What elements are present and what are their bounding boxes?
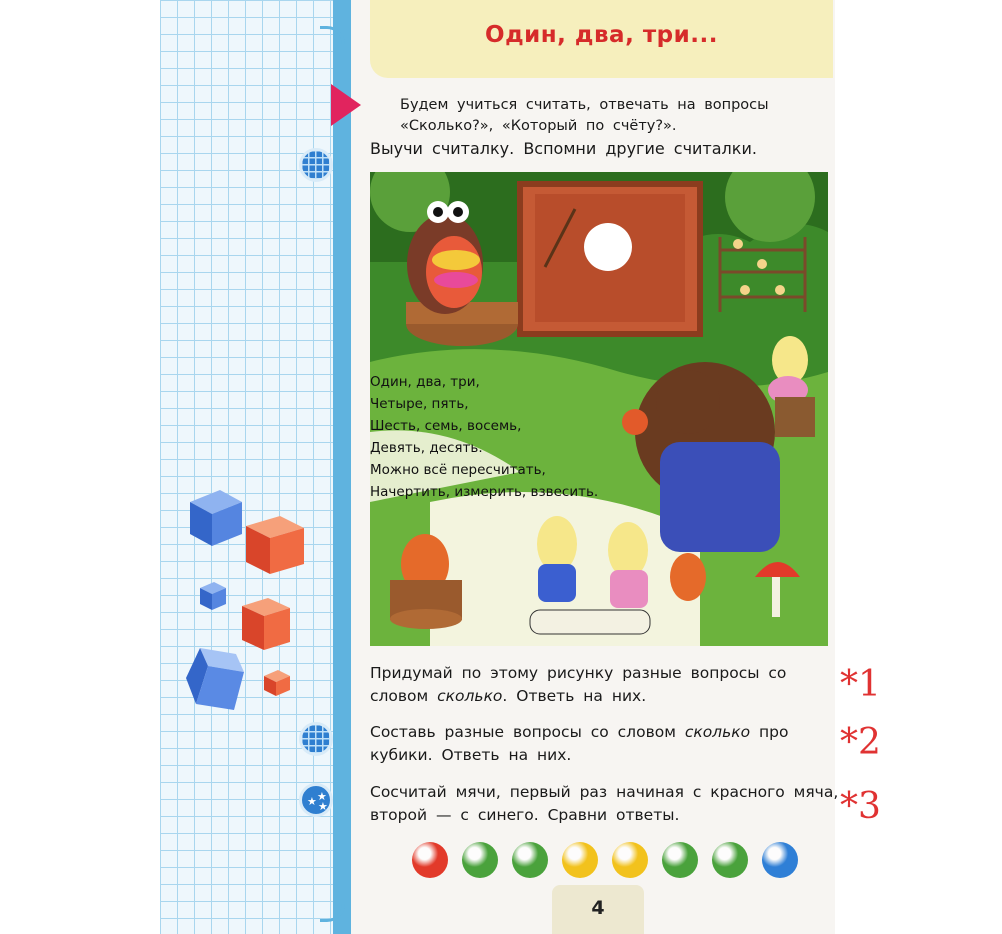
cube-blue-large	[190, 490, 242, 546]
task-2	[370, 721, 840, 767]
ball	[512, 842, 548, 878]
task-text: Придумай по этому рисунку разные вопросы со словом	[370, 664, 787, 705]
cube-red-medium	[242, 598, 290, 650]
cube-red-small	[264, 670, 290, 696]
ball	[462, 842, 498, 878]
task-3	[370, 781, 840, 827]
grid-badge-icon	[299, 722, 333, 756]
task-keyword: сколько	[437, 687, 503, 705]
cubes-illustration	[180, 480, 320, 720]
task-marker: *2	[840, 722, 881, 763]
ball	[562, 842, 598, 878]
ball	[412, 842, 448, 878]
ball	[612, 842, 648, 878]
grid-badge-icon	[299, 148, 333, 182]
cube-blue-tilted	[186, 648, 244, 710]
learn-instruction: Выучи считалку. Вспомни другие считалки.	[370, 139, 757, 158]
task-text: про кубики. Ответь на них.	[370, 723, 789, 764]
rhyme-line: Один, два, три,	[370, 374, 480, 390]
task-1	[370, 662, 840, 708]
task-text: Сосчитай мячи, первый раз начиная с красного мяча, второй — с синего. Сравни ответы.	[370, 783, 839, 824]
task-keyword: сколько	[684, 723, 751, 741]
task-marker: *1	[840, 664, 881, 705]
rhyme-line: Четыре, пять,	[370, 396, 469, 412]
task-text: Составь разные вопросы со словом	[370, 723, 685, 741]
page-title: Один, два, три...	[485, 22, 718, 48]
task-marker: *3	[840, 786, 881, 827]
rhyme-line: Можно всё пересчитать,	[370, 462, 546, 478]
intro-text: Будем учиться считать, отвечать на вопросы «Сколько?», «Который по счёту?».	[400, 97, 769, 134]
rhyme-line: Шесть, семь, восемь,	[370, 418, 522, 434]
ball	[712, 842, 748, 878]
rhyme-line: Начертить, измерить, взвесить.	[370, 484, 599, 500]
ball	[662, 842, 698, 878]
rhyme-line: Девять, десять.	[370, 440, 483, 456]
task-text: . Ответь на них.	[502, 687, 647, 705]
page-number: 4	[591, 897, 605, 919]
section-arrow-marker	[331, 84, 361, 126]
cube-red-large	[246, 516, 304, 574]
ball	[762, 842, 798, 878]
cube-blue-small	[200, 582, 226, 610]
counting-rhyme	[370, 371, 598, 503]
stars-badge-icon: ★ ★ ★	[299, 783, 333, 817]
